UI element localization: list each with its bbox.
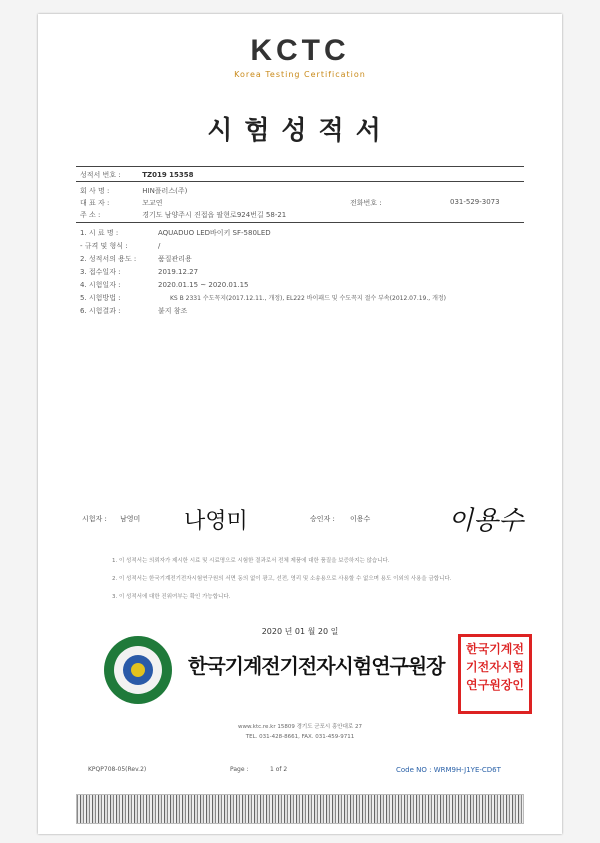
item-value: 붙지 참조 [158,307,188,315]
approver-signature: 이용수 [448,506,524,536]
item-label: 1. 시 료 명 : [80,229,119,237]
client-row [80,186,520,196]
item-row [80,280,520,290]
client-row [80,210,520,220]
client-row [80,198,520,208]
divider [76,166,524,167]
certificate-sheet [38,14,562,834]
ktc-logo: KCTC [250,34,350,67]
divider [76,222,524,223]
tester-label: 시험자 : [82,515,107,523]
item-row [80,254,520,264]
report-number-label: 성적서 번호 : [80,171,121,179]
item-value: / [158,242,161,250]
item-value: AQUADUO LED바이키 SF-580LED [158,229,271,237]
official-seal: 한국기계전기전자시험연구원장인 [458,634,532,714]
tester-signature: 나영미 [184,509,248,534]
item-value: 품질관리용 [158,255,192,263]
institute-name: 한국기계전기전자시험연구원장 [188,654,445,678]
item-value: KS B 2331 수도꼭지(2017.12.11., 개정), EL222 바이패드 및 수도꼭지 절수 부속(2012.07.19., 개정) [170,295,447,302]
tester-name: 남영미 [120,515,141,523]
note: 2. 이 성적서는 한국기계전기전자시험연구원의 서면 동의 없이 광고, 선전, 영리 및 소송용으로 사용할 수 없으며 용도 이외의 사용을 금합니다. [112,576,452,582]
note: 3. 이 성적서에 대한 진위여부는 확인 가능합니다. [112,594,231,600]
approver-name: 이용수 [350,515,371,523]
item-label: 2. 성적서의 용도 : [80,255,137,263]
item-label: 3. 접수일자 : [80,268,121,276]
phone-fax: TEL. 031-428-8661, FAX. 031-459-9711 [245,734,355,740]
item-label: - 규격 및 형식 : [80,242,128,250]
address: www.ktc.re.kr 15809 경기도 군포시 흥안대로 27 [238,724,362,730]
client-label: 회 사 명 : [80,187,110,195]
item-row [80,293,520,303]
phone-label: 전화번호 : [350,199,382,207]
item-row [80,228,520,238]
phone-value: 031-529-3073 [450,198,500,206]
item-row [80,306,520,316]
form-number: KPQP708-05(Rev.2) [88,766,147,773]
page-label: Page : [230,766,249,773]
logo-subtitle: Korea Testing Certification [234,70,366,79]
document-title: 시험성적서 [207,116,393,146]
item-label: 6. 시험결과 : [80,307,121,315]
issue-date: 2020 년 01 월 20 일 [261,627,339,636]
item-row [80,241,520,251]
divider [76,181,524,182]
item-row [80,267,520,277]
item-label: 4. 시험일자 : [80,281,121,289]
verification-code: Code NO : WRM9H-J1YE-CD6T [396,766,501,774]
item-value: 2020.01.15 ~ 2020.01.15 [158,281,249,289]
client-label: 주 소 : [80,211,101,219]
client-label: 대 표 자 : [80,199,110,207]
client-value: 경기도 남양주시 진접읍 팔현로924번길 58-21 [142,211,287,219]
report-number-row [80,170,520,180]
page-value: 1 of 2 [270,766,288,773]
item-label: 5. 시험방법 : [80,294,121,302]
approver-label: 승인자 : [310,515,335,523]
barcode [76,794,524,824]
note: 1. 이 성적서는 의뢰자가 제시한 시료 및 시료명으로 시험한 결과로서 전체 제품에 대한 품질을 보증하지는 않습니다. [112,558,390,564]
report-number-value: TZ019 15358 [142,171,194,179]
item-value: 2019.12.27 [158,268,199,276]
client-value: 모교연 [142,199,163,207]
client-value: HIN플러스(주) [142,187,188,195]
ktc-emblem-icon [102,634,174,706]
